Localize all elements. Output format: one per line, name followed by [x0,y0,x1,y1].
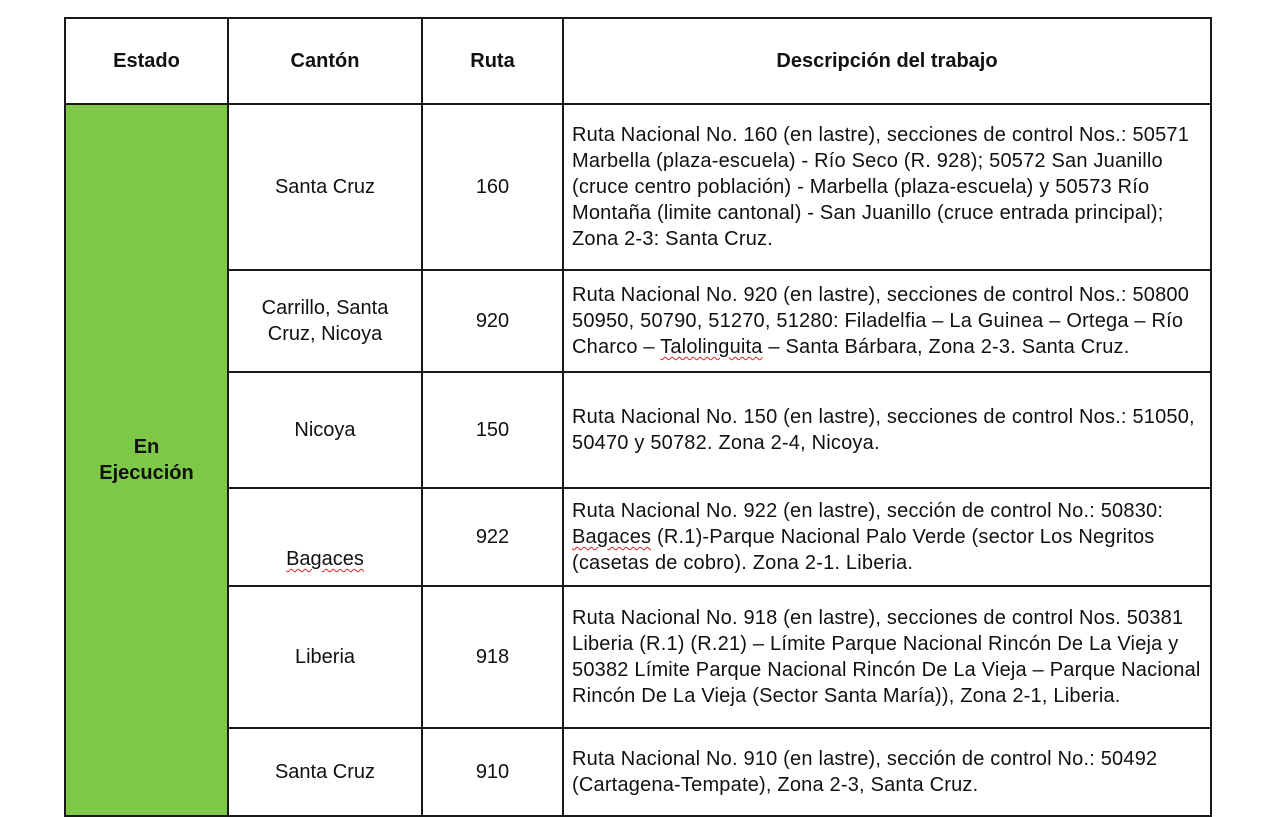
status-line-1: En [133,436,160,458]
description-cell: Ruta Nacional No. 150 (en lastre), secciones de control Nos.: 51050, 50470 y 50782. Zona 2-4, Nicoya. [563,372,1211,488]
description-cell [563,270,1211,372]
table-row [65,488,1211,586]
canton-text: Bagaces [286,548,364,570]
header-descripcion: Descripción del trabajo [563,18,1211,104]
description-text: Ruta Nacional No. 922 (en lastre), sección de control No.: 50830: [572,500,1164,522]
header-estado: Estado [65,18,228,104]
table-row [65,586,1211,728]
table-row [65,270,1211,372]
ruta-cell: 918 [422,586,563,728]
header-row [65,18,1211,104]
works-table [64,17,1212,817]
description-cell [563,488,1211,586]
canton-cell: Liberia [228,586,422,728]
header-canton: Cantón [228,18,422,104]
description-cell: Ruta Nacional No. 918 (en lastre), secciones de control Nos. 50381 Liberia (R.1) (R.21) – Límite Parque Nacional Rincón De La Vieja y 50382 Límite Parque Nacional Rincón De La Vieja – Parque Nacional Rincón De La Vieja (Sector Santa María)), Zona 2-1, Liberia. [563,586,1211,728]
description-text: Ruta Nacional No. 920 (en lastre), secciones de control Nos.: 50800 50950, 50790, 51270, 51280: Filadelfia – La Guinea – Ortega – Río Charco – [572,284,1190,358]
ruta-cell: 150 [422,372,563,488]
status-cell [65,104,228,816]
description-text: (R.1)-Parque Nacional Palo Verde (sector Los Negritos (casetas de cobro). Zona 2-1. Liberia. [572,526,1155,574]
status-line-2: Ejecución [99,462,194,484]
ruta-cell: 920 [422,270,563,372]
ruta-cell: 910 [422,728,563,816]
canton-cell: Nicoya [228,372,422,488]
canton-cell: Carrillo, Santa Cruz, Nicoya [228,270,422,372]
table-row [65,372,1211,488]
canton-cell: Santa Cruz [228,104,422,270]
table-row [65,728,1211,816]
description-cell: Ruta Nacional No. 160 (en lastre), secciones de control Nos.: 50571 Marbella (plaza-escuela) - Río Seco (R. 928); 50572 San Juanillo (cruce centro población) - Marbella (plaza-escuela) y 50573 Río Montaña (limite cantonal) - San Juanillo (cruce entrada principal); Zona 2-3: Santa Cruz. [563,104,1211,270]
spellcheck-word: Talolinguita [660,336,763,358]
header-ruta: Ruta [422,18,563,104]
works-table-container [64,17,1210,817]
description-text: – Santa Bárbara, Zona 2-3. Santa Cruz. [762,336,1130,358]
table-row [65,104,1211,270]
canton-cell: Santa Cruz [228,728,422,816]
description-cell: Ruta Nacional No. 910 (en lastre), sección de control No.: 50492 (Cartagena-Tempate), Zona 2-3, Santa Cruz. [563,728,1211,816]
spellcheck-word: Bagaces [572,526,652,548]
ruta-cell: 922 [422,488,563,586]
ruta-cell: 160 [422,104,563,270]
canton-cell [228,488,422,586]
